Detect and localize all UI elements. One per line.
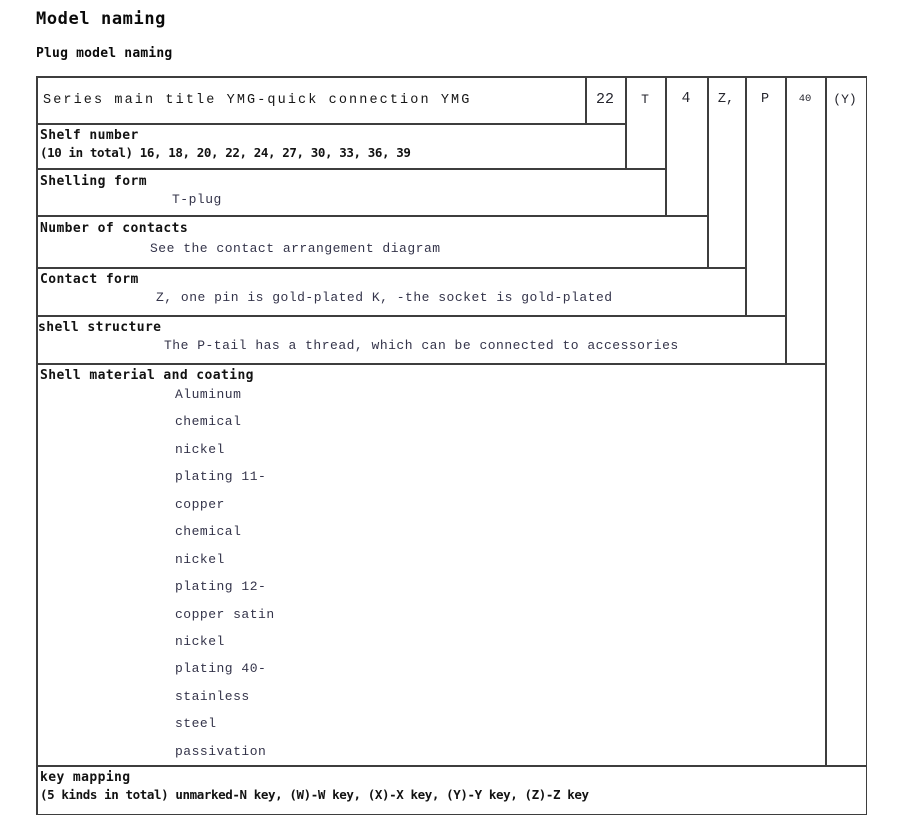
coating-option: plating 11- (175, 469, 267, 485)
coating-option: plating 12- (175, 579, 267, 595)
row-desc-contact-form: Z, one pin is gold-plated K, -the socket is gold-plated (156, 290, 613, 305)
row-desc-shelling-form: T-plug (172, 192, 222, 207)
coating-option: nickel (175, 441, 225, 457)
coating-option: Aluminum (175, 387, 242, 402)
table-border-line (825, 76, 827, 767)
table-border-line (866, 76, 868, 815)
code-cell-contact-count: 4 (681, 91, 691, 107)
table-border-line (785, 76, 787, 365)
coating-option: copper satin (175, 606, 275, 622)
row-label-shell-structure: shell structure (38, 320, 162, 335)
table-border-line (36, 76, 38, 815)
row-label-number-of-contacts: Number of contacts (40, 221, 189, 236)
table-border-line (36, 215, 709, 217)
coating-options-list (175, 381, 275, 765)
code-cell-shelf-number: 22 (595, 91, 614, 108)
code-cell-contact-form: Z, (717, 92, 735, 107)
code-cell-material-coating: 40 (798, 93, 812, 105)
coating-option: plating 40- (175, 661, 267, 677)
coating-option: stainless (175, 688, 250, 704)
table-border-line (36, 76, 867, 78)
code-cell-shell-structure: P (760, 92, 770, 107)
row-label-shell-material: Shell material and coating (40, 368, 254, 383)
series-main-title-cell: Series main title YMG-quick connection YMG (43, 93, 472, 108)
table-border-line (36, 168, 667, 170)
row-label-shelf-number: Shelf number (40, 128, 139, 143)
table-border-line (36, 363, 827, 365)
table-border-line (36, 315, 787, 317)
row-desc-shelf-number: (10 in total) 16, 18, 20, 22, 24, 27, 30, 33, 36, 39 (40, 145, 411, 160)
coating-option: copper (175, 496, 225, 512)
code-cell-key: (Y) (833, 92, 857, 107)
code-cell-shelling-form: T (641, 92, 649, 107)
row-desc-number-of-contacts: See the contact arrangement diagram (150, 241, 441, 256)
table-border-line (36, 765, 867, 767)
page-title: Model naming (36, 9, 167, 29)
coating-option: chemical (175, 524, 242, 540)
table-border-line (745, 76, 747, 317)
row-label-contact-form: Contact form (40, 272, 139, 287)
coating-option: chemical (175, 414, 242, 430)
section-subtitle: Plug model naming (36, 46, 173, 61)
coating-option: nickel (175, 551, 225, 567)
coating-option: passivation (175, 743, 267, 759)
row-label-shelling-form: Shelling form (40, 174, 147, 189)
row-desc-key-mapping: (5 kinds in total) unmarked-N key, (W)-W key, (X)-X key, (Y)-Y key, (Z)-Z key (40, 787, 589, 802)
table-border-line (36, 123, 627, 125)
row-desc-shell-structure: The P-tail has a thread, which can be connected to accessories (164, 338, 679, 353)
table-border-line (36, 814, 867, 816)
coating-option: nickel (175, 633, 225, 649)
table-border-line (36, 267, 747, 269)
row-label-key-mapping: key mapping (40, 770, 131, 785)
coating-option: steel (175, 716, 217, 732)
model-naming-breakdown-table (36, 76, 867, 815)
